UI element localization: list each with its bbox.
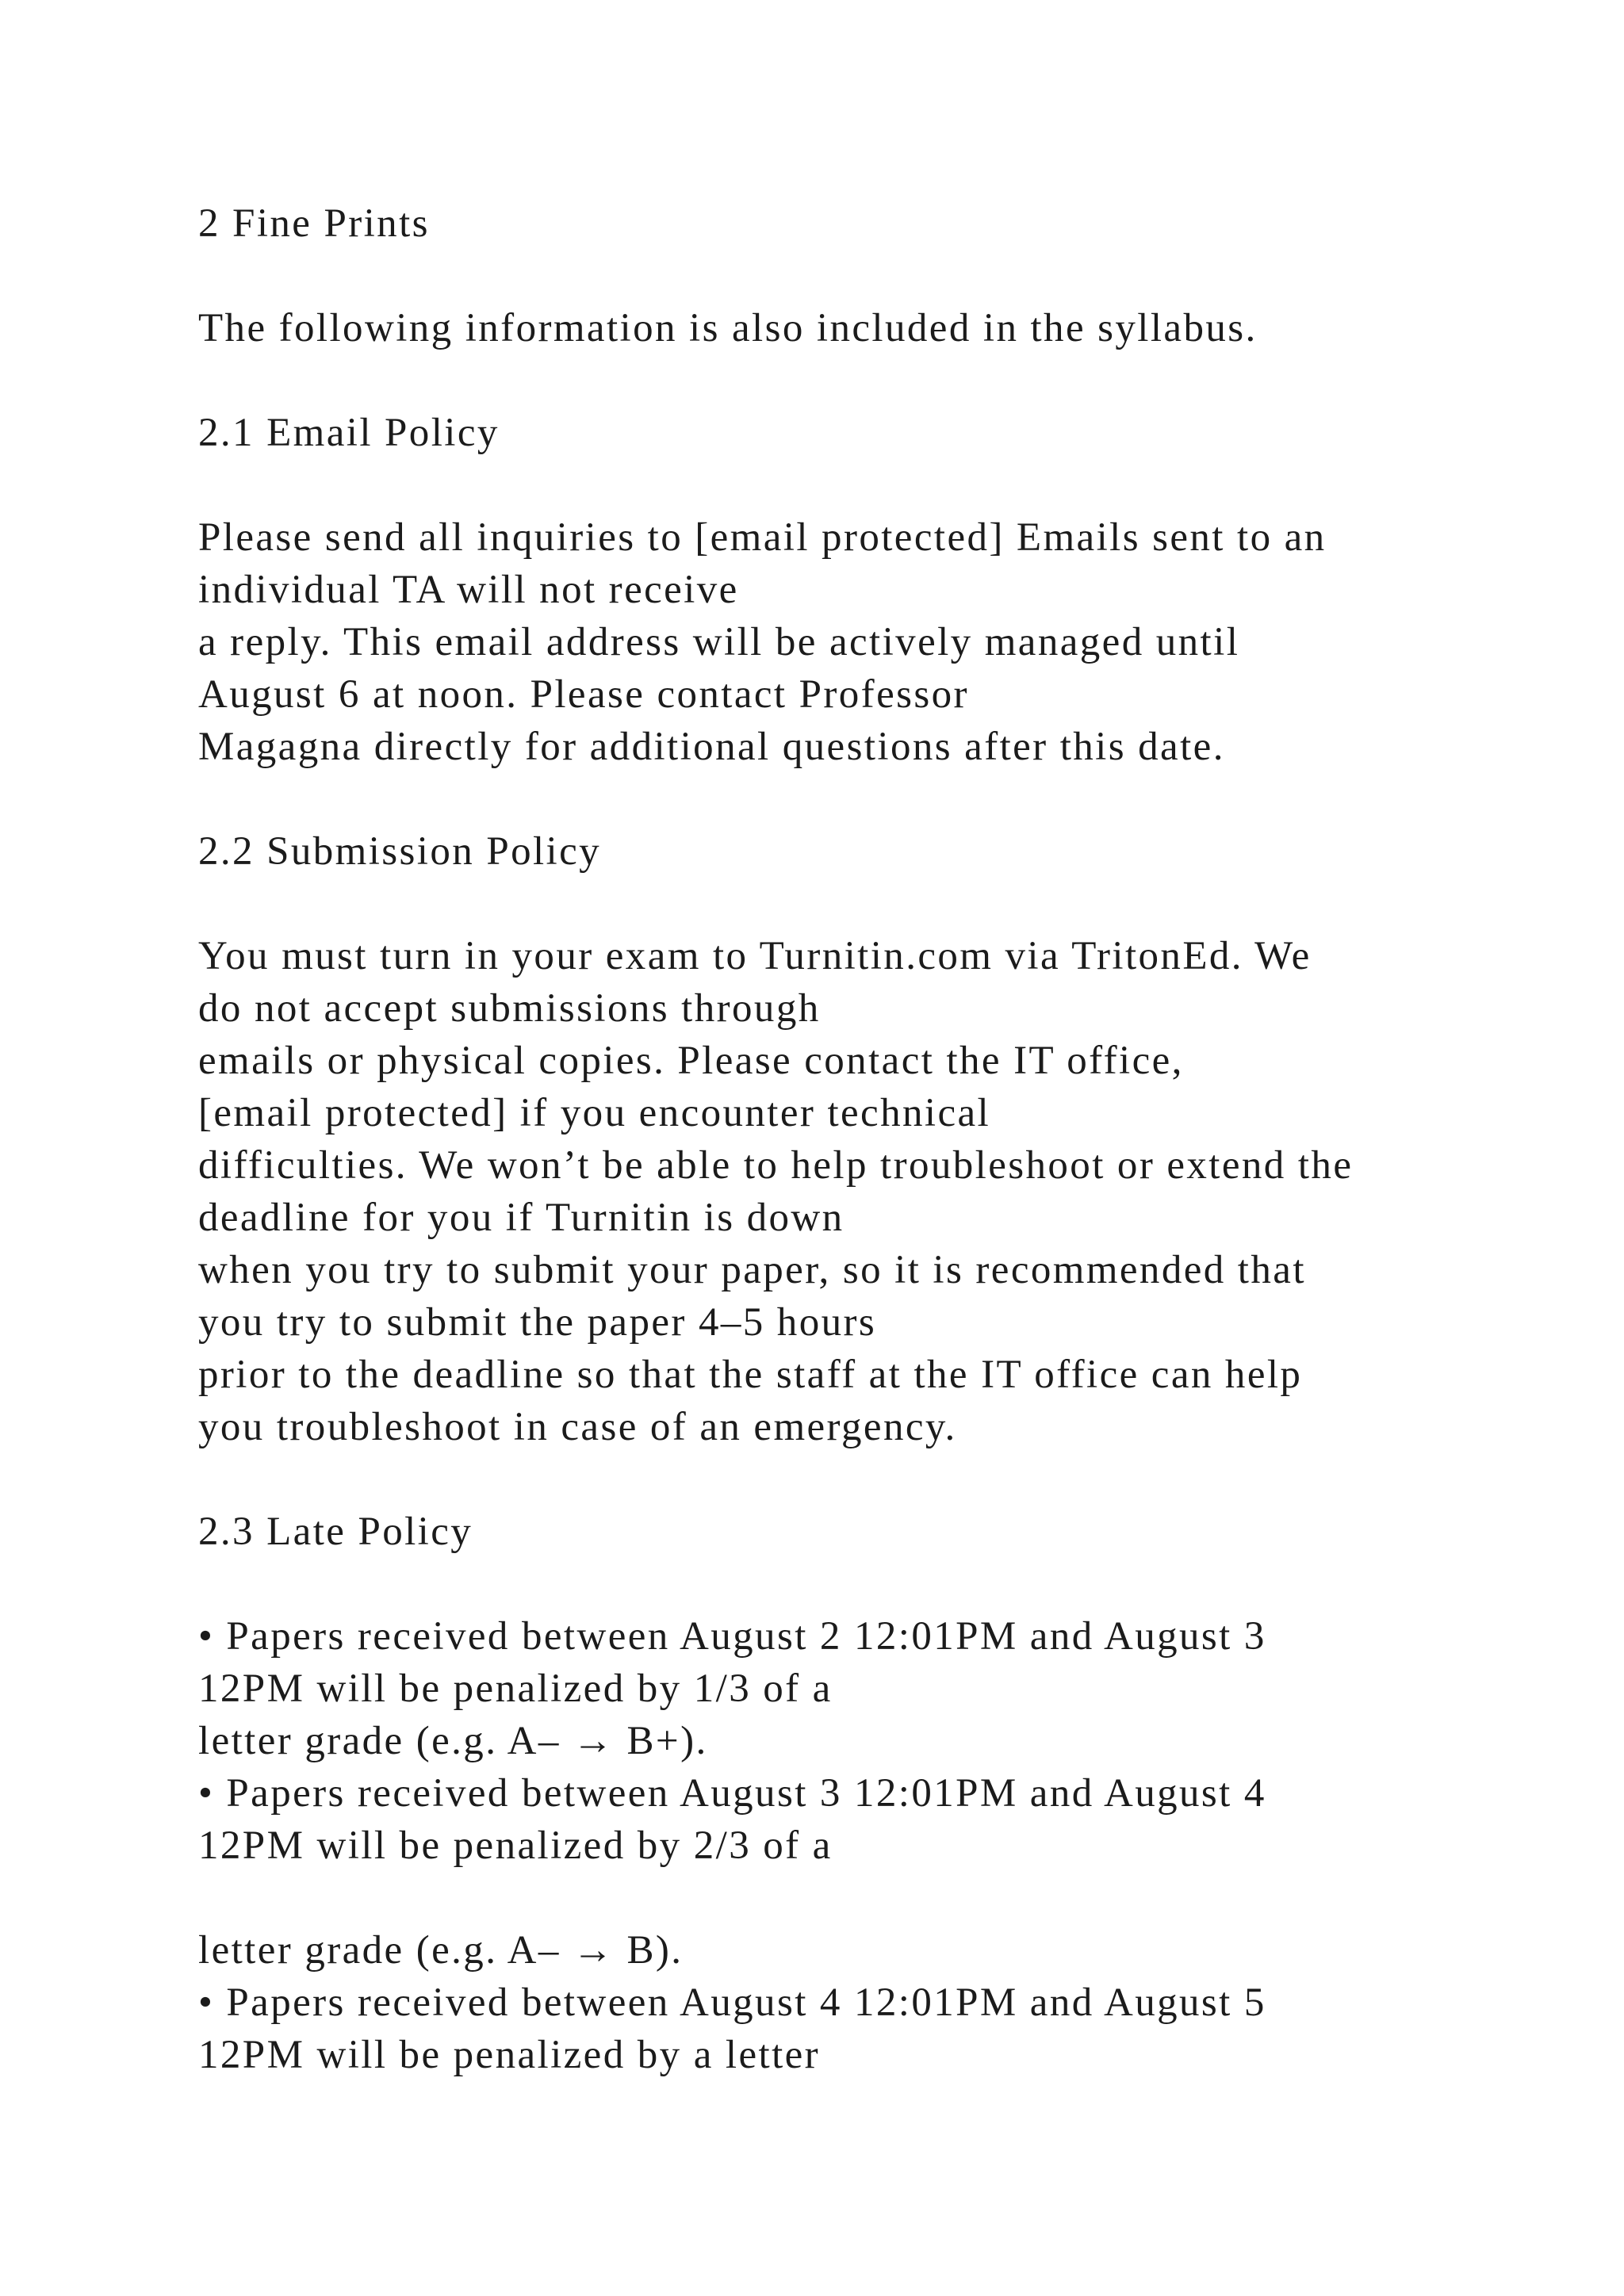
submission-policy-line: you troubleshoot in case of an emergency.: [198, 1405, 957, 1449]
email-policy-line: individual TA will not receive: [198, 568, 739, 612]
email-policy-heading: 2.1 Email Policy: [198, 411, 500, 455]
submission-policy-line: do not accept submissions through: [198, 986, 821, 1031]
submission-policy-line: prior to the deadline so that the staff at the IT office can help: [198, 1353, 1303, 1397]
late-policy-line: • Papers received between August 3 12:01PM and August 4: [198, 1771, 1266, 1816]
submission-policy-line: [email protected] if you encounter technical: [198, 1091, 991, 1135]
late-policy-line: • Papers received between August 2 12:01PM and August 3: [198, 1614, 1266, 1659]
late-policy-line: letter grade (e.g. A– → B+).: [198, 1719, 708, 1763]
email-policy-line: August 6 at noon. Please contact Professor: [198, 672, 969, 717]
email-policy-line: a reply. This email address will be actively managed until: [198, 620, 1240, 664]
email-policy-line: Magagna directly for additional questions after this date.: [198, 725, 1225, 769]
submission-policy-line: difficulties. We won’t be able to help troubleshoot or extend the: [198, 1143, 1354, 1188]
section-heading: 2 Fine Prints: [198, 201, 430, 246]
late-policy-line: 12PM will be penalized by 1/3 of a: [198, 1667, 833, 1711]
submission-policy-heading: 2.2 Submission Policy: [198, 829, 602, 874]
submission-policy-line: you try to submit the paper 4–5 hours: [198, 1300, 877, 1345]
late-policy-heading: 2.3 Late Policy: [198, 1510, 473, 1554]
email-policy-line: Please send all inquiries to [email protected] Emails sent to an: [198, 515, 1327, 560]
late-policy-line: 12PM will be penalized by a letter: [198, 2033, 821, 2077]
late-policy-line: letter grade (e.g. A– → B).: [198, 1928, 684, 1973]
submission-policy-line: deadline for you if Turnitin is down: [198, 1196, 845, 1240]
submission-policy-line: emails or physical copies. Please contact the IT office,: [198, 1039, 1184, 1083]
intro-text: The following information is also included in the syllabus.: [198, 306, 1258, 350]
late-policy-line: • Papers received between August 4 12:01PM and August 5: [198, 1980, 1266, 2025]
submission-policy-line: when you try to submit your paper, so it is recommended that: [198, 1248, 1306, 1292]
submission-policy-line: You must turn in your exam to Turnitin.com via TritonEd. We: [198, 934, 1312, 978]
late-policy-line: 12PM will be penalized by 2/3 of a: [198, 1823, 833, 1868]
